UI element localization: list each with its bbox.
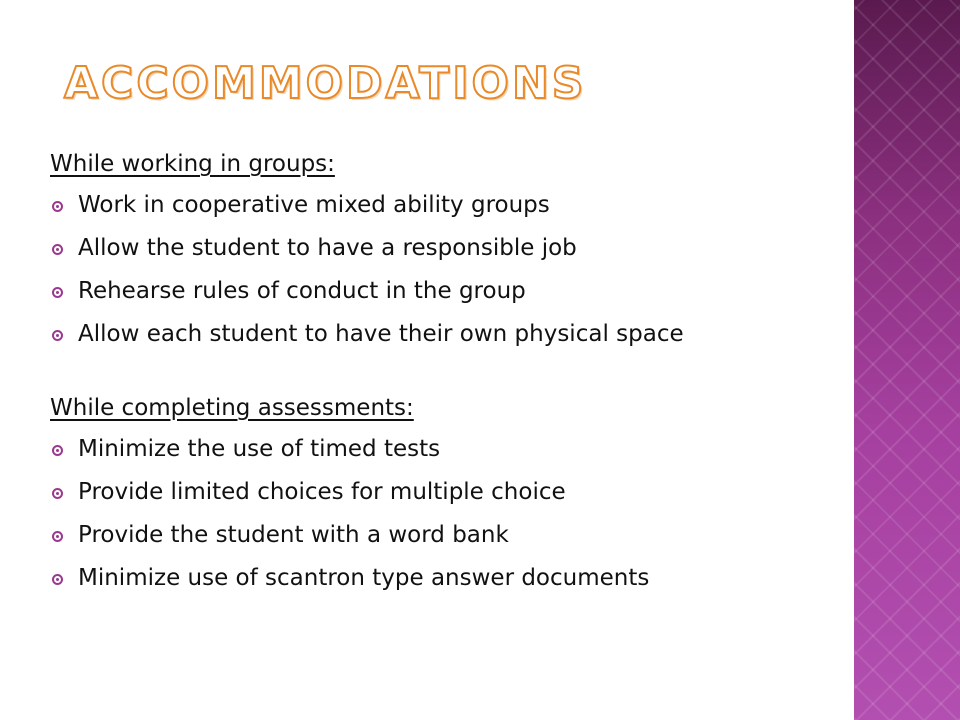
bullet-list-assessments [50,434,840,594]
list-item [50,319,840,350]
circle-bullet-icon [52,287,63,298]
list-item-text: Work in cooperative mixed ability groups [78,192,550,218]
list-item [50,434,840,465]
circle-bullet-icon [52,574,63,585]
circle-bullet-icon [52,330,63,341]
list-item [50,563,840,594]
list-item [50,477,840,508]
list-item-text: Provide the student with a word bank [78,522,509,548]
list-item-text: Rehearse rules of conduct in the group [78,278,526,304]
list-item-text: Allow the student to have a responsible job [78,235,577,261]
circle-bullet-icon [52,445,63,456]
list-item [50,520,840,551]
slide-title: ACCOMMODATIONS [64,58,587,109]
circle-bullet-icon [52,488,63,499]
list-item-text: Minimize use of scantron type answer documents [78,565,650,591]
circle-bullet-icon [52,201,63,212]
list-item [50,233,840,264]
section-heading-assessments: While completing assessments: [50,395,414,421]
list-item [50,190,840,221]
list-item-text: Allow each student to have their own physical space [78,321,684,347]
section-heading-groups: While working in groups: [50,151,335,177]
circle-bullet-icon [52,531,63,542]
list-item-text: Provide limited choices for multiple choice [78,479,566,505]
bullet-list-groups [50,190,840,350]
slide-body [50,148,840,606]
circle-bullet-icon [52,244,63,255]
list-item [50,276,840,307]
decorative-side-band [854,0,960,720]
list-item-text: Minimize the use of timed tests [78,436,441,462]
